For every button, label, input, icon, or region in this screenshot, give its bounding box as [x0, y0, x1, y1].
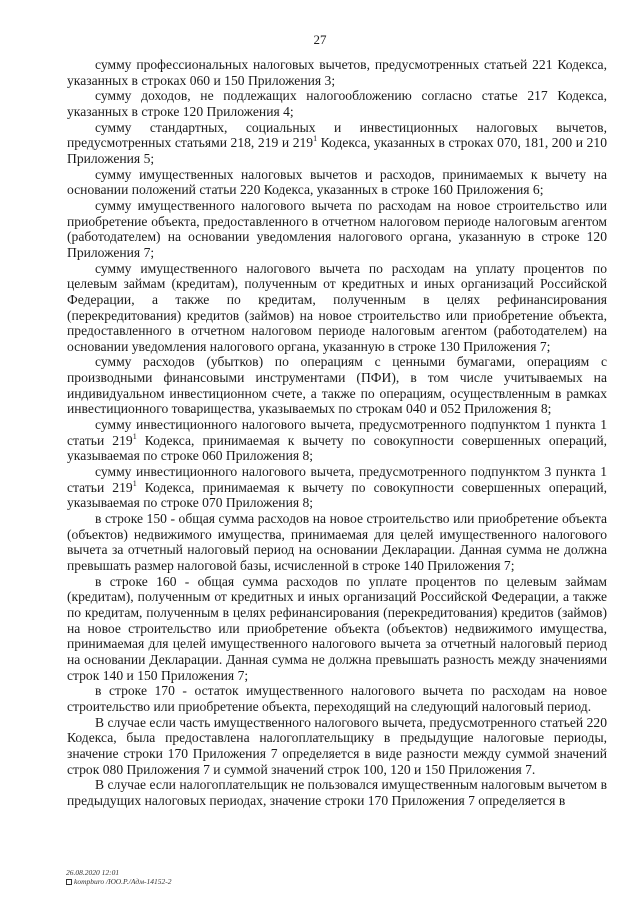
paragraph-9: сумму инвестиционного налогового вычета, предусмотренного подпунктом 3 пункта 1 статьи $219^1$ Кодекса, принимаемая к вычету по совокупности совершенных операций, указываемая по строке 070 Приложения 8;	[67, 464, 607, 511]
document-body	[67, 57, 607, 809]
paragraph-14: В случае если налогоплательщик не пользовался имущественным налоговым вычетом в предыдущих налоговых периодах, значение строки 170 Приложения 7 определяется в	[67, 777, 607, 808]
paragraph-6: сумму имущественного налогового вычета по расходам на уплату процентов по целевым займам (кредитам), полученным от кредитных и иных организаций Российской Федерации, а также по кредитам, полученным в целях рефинансирования (перекредитования) кредитов (займов) на новое строительство или приобретение объекта, предоставленного в отчетном налоговом периоде налоговым агентом (работодателем) на основании уведомления налогового органа, указанную в строке 130 Приложения 7;	[67, 260, 607, 354]
print-footer	[66, 868, 171, 886]
page-number: 27	[313, 32, 327, 47]
superscript: 1	[132, 431, 137, 441]
superscript: 1	[132, 478, 137, 488]
paragraph-3: сумму стандартных, социальных и инвестиционных налоговых вычетов, предусмотренных статьями 218, 219 и $219^1$ Кодекса, указанных в строках 070, 181, 200 и 210 Приложения 5;	[67, 119, 607, 166]
consultant-logo-icon	[66, 879, 72, 885]
print-date: 26.08.2020 12:01	[66, 868, 120, 877]
paragraph-7: сумму расходов (убытков) по операциям с ценными бумагами, операциям с производными финансовыми инструментами (ПФИ), в том числе учитываемых на индивидуальном инвестиционном счете, а также по операциям, осуществленным в рамках инвестиционного товарищества, указываемых по строкам 040 и 052 Приложения 8;	[67, 354, 607, 417]
paragraph-2: сумму доходов, не подлежащих налогообложению согласно статье 217 Кодекса, указанных в строке 120 Приложения 4;	[67, 88, 607, 119]
paragraph-8: сумму инвестиционного налогового вычета, предусмотренного подпунктом 1 пункта 1 статьи $219^1$ Кодекса, принимаемая к вычету по совокупности совершенных операций, указываемая по строке 060 Приложения 8;	[67, 417, 607, 464]
paragraph-11: в строке 160 - общая сумма расходов по уплате процентов по целевым займам (кредитам), полученным от кредитных и иных организаций Российской Федерации, а также по кредитам, полученным в целях рефинансирования (перекредитования) кредитов (займов) на новое строительство или приобретение объекта (объектов) недвижимого имущества, принимаемая для целей имущественного налогового вычета за отчетный налоговый период на основании Декларации. Данная сумма не должна превышать разность между значениями строк 140 и 150 Приложения 7;	[67, 573, 607, 683]
paragraph-13: В случае если часть имущественного налогового вычета, предусмотренного статьей 220 Кодекса, была предоставлена налогоплательщику в предыдущие налоговые периоды, значение строки 170 Приложения 7 определяется в виде разности между суммой значений строк 080 Приложения 7 и суммой значений строк 100, 120 и 150 Приложения 7.	[67, 714, 607, 777]
paragraph-12: в строке 170 - остаток имущественного налогового вычета по расходам на новое строительство или приобретение объекта, переходящий на следующий налоговый период.	[67, 683, 607, 714]
paragraph-10: в строке 150 - общая сумма расходов на новое строительство или приобретение объекта (объектов) недвижимого имущества, принимаемая для целей имущественного налогового вычета за отчетный налоговый период на основании Декларации. Данная сумма не должна превышать размер налоговой базы, исчисленной в строке 140 Приложения 7;	[67, 511, 607, 573]
paragraph-5: сумму имущественного налогового вычета по расходам на новое строительство или приобретение объекта, предоставленного в отчетном налоговом периоде налоговым агентом (работодателем) на основании уведомления налогового органа, указанную в строке 120 Приложения 7;	[67, 197, 607, 260]
paragraph-4: сумму имущественных налоговых вычетов и расходов, принимаемых к вычету на основании положений статьи 220 Кодекса, указанных в строке 160 Приложения 6;	[67, 166, 607, 198]
print-source: kompburo /ЮО.Р./Адм-14152-2	[66, 877, 171, 886]
superscript: 1	[313, 134, 318, 144]
paragraph-1: сумму профессиональных налоговых вычетов, предусмотренных статьей 221 Кодекса, указанных в строках 060 и 150 Приложения 3;	[67, 57, 607, 88]
